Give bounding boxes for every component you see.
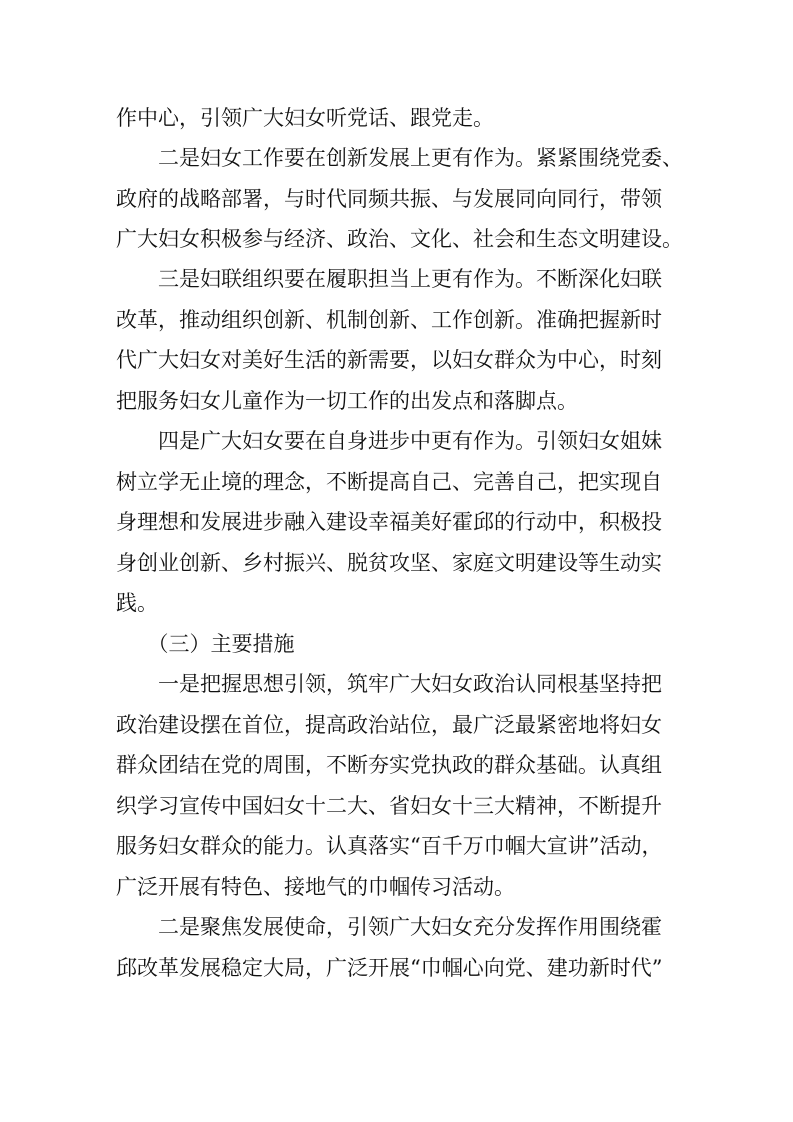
body-text-line: 政府的战略部署，与时代同频共振、与发展同向同行，带领 [116,187,662,211]
body-text-line: 二是聚焦发展使命，引领广大妇女充分发挥作用围绕霍 [116,915,662,939]
body-text-line: 织学习宣传中国妇女十二大、省妇女十三大精神，不断提升 [116,794,662,818]
body-text-line: 一是把握思想引领，筑牢广大妇女政治认同根基坚持把 [116,672,662,696]
body-text-line: 改革，推动组织创新、机制创新、工作创新。准确把握新时 [116,308,662,332]
body-text-line: 服务妇女群众的能力。认真落实“百千万巾帼大宣讲”活动， [116,834,663,858]
body-text-line: 代广大妇女对美好生活的新需要，以妇女群众为中心，时刻 [116,348,662,372]
body-text-line: 身理想和发展进步融入建设幸福美好霍邱的行动中，积极投 [116,510,662,534]
body-text-line: 邱改革发展稳定大局，广泛开展“巾帼心向党、建功新时代” [116,956,663,980]
body-text-line: 把服务妇女儿童作为一切工作的出发点和落脚点。 [116,389,578,413]
body-text-line: 身创业创新、乡村振兴、脱贫攻坚、家庭文明建设等生动实 [116,551,662,575]
body-text-line: 广大妇女积极参与经济、政治、文化、社会和生态文明建设。 [116,227,683,251]
body-text-line: 群众团结在党的周围，不断夯实党执政的群众基础。认真组 [116,753,662,777]
body-text-line: 政治建设摆在首位，提高政治站位，最广泛最紧密地将妇女 [116,713,662,737]
body-text-line: 三是妇联组织要在履职担当上更有作为。不断深化妇联 [116,267,662,291]
section-heading: （三）主要措施 [116,632,295,656]
body-text-line: 二是妇女工作要在创新发展上更有作为。紧紧围绕党委、 [116,146,683,170]
body-text-line: 树立学无止境的理念，不断提高自己、完善自己，把实现自 [116,470,662,494]
body-text-line: 作中心，引领广大妇女听党话、跟党走。 [116,106,494,130]
body-text-line: 践。 [116,591,158,615]
body-text-line: 广泛开展有特色、接地气的巾帼传习活动。 [116,875,515,899]
body-text-line: 四是广大妇女要在自身进步中更有作为。引领妇女姐妹 [116,429,662,453]
